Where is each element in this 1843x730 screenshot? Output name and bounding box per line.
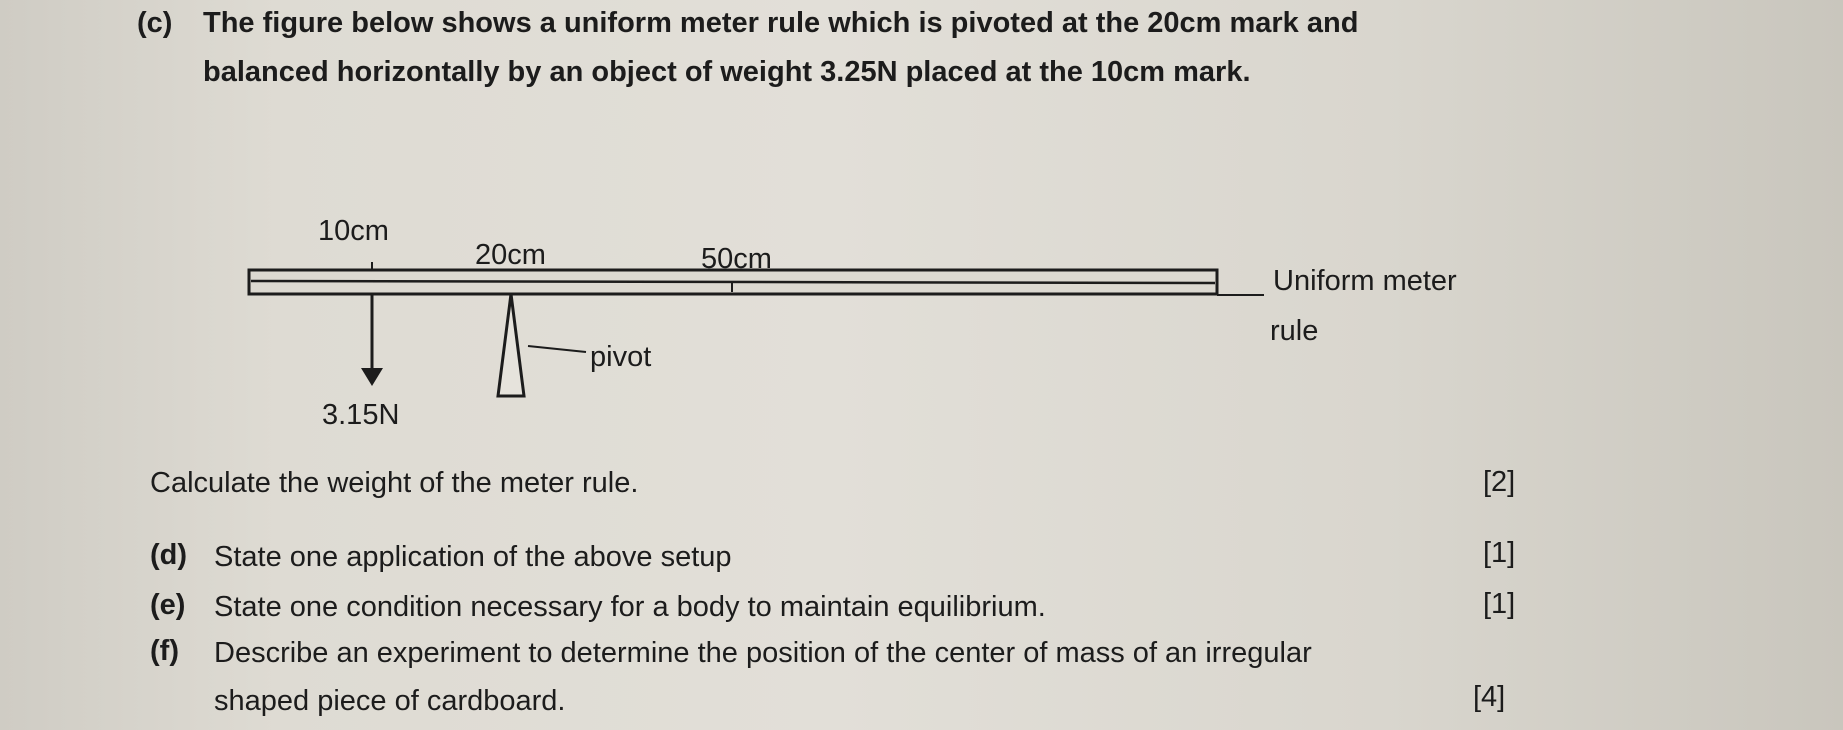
label-50cm: 50cm xyxy=(701,243,772,275)
part-e-text: State one condition necessary for a body to maintain equilibrium. xyxy=(214,591,1046,623)
question-calculate-weight: Calculate the weight of the meter rule. xyxy=(150,467,639,499)
pivot-label: pivot xyxy=(590,341,652,373)
question-calculate-marks: [2] xyxy=(1483,466,1516,498)
pivot-leader xyxy=(528,346,586,352)
rule-label-line1: Uniform meter xyxy=(1273,265,1457,297)
part-e-label: (e) xyxy=(150,589,186,621)
rule-label-line2: rule xyxy=(1270,315,1319,347)
part-f-label: (f) xyxy=(150,635,179,667)
part-d-text: State one application of the above setup xyxy=(214,541,732,573)
pivot-wedge xyxy=(498,294,524,396)
part-c-text-line2: balanced horizontally by an object of weight 3.25N placed at the 10cm mark. xyxy=(203,56,1251,88)
weight-arrowhead xyxy=(361,368,383,386)
part-f-text-line2: shaped piece of cardboard. xyxy=(214,685,566,717)
weight-label: 3.15N xyxy=(322,399,400,431)
label-20cm: 20cm xyxy=(475,239,546,271)
part-c-label: (c) xyxy=(137,7,173,39)
part-f-text-line1: Describe an experiment to determine the position of the center of mass of an irregular xyxy=(214,637,1312,669)
part-c-text-line1: The figure below shows a uniform meter rule which is pivoted at the 20cm mark and xyxy=(203,7,1359,39)
part-d-label: (d) xyxy=(150,539,188,571)
label-10cm: 10cm xyxy=(318,215,389,247)
part-d-marks: [1] xyxy=(1483,537,1516,569)
part-e-marks: [1] xyxy=(1483,588,1516,620)
part-f-marks: [4] xyxy=(1473,681,1506,713)
